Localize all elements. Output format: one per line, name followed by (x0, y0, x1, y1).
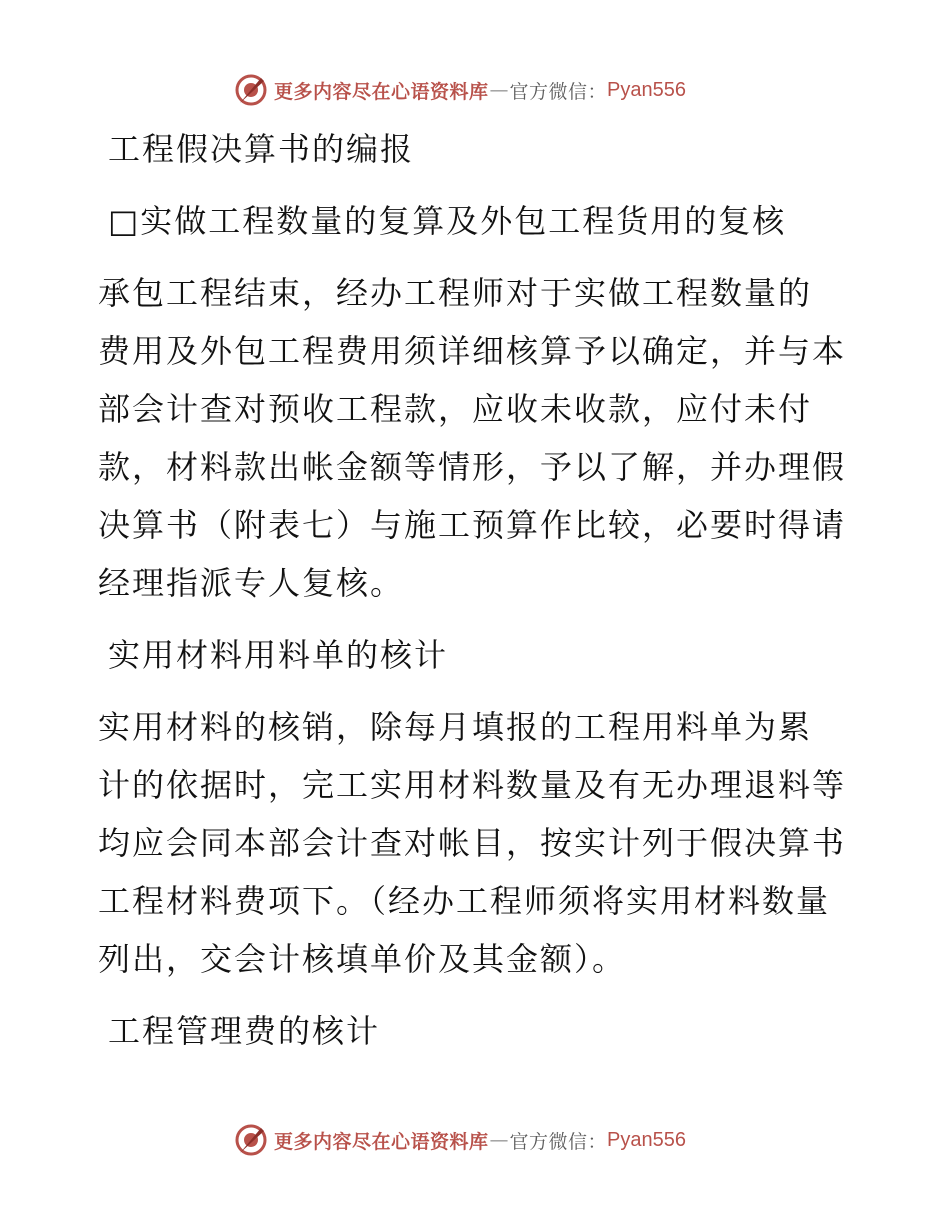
paragraph-line: 均应会同本部会计查对帐目，按实计列于假决算书 (98, 824, 847, 862)
paragraph-line: 实用材料的核销，除每月填报的工程用料单为累 (98, 708, 813, 746)
document-body (98, 120, 858, 1060)
footer-banner (234, 1122, 686, 1158)
paragraph-line: 费用及外包工程费用须详细核算予以确定，并与本 (98, 332, 847, 370)
banner-wechat-label: 官方微信： (509, 80, 608, 103)
paragraph-line: 款，材料款出帐金额等情形，予以了解，并办理假 (98, 448, 847, 486)
quill-logo-icon (234, 73, 268, 107)
paragraph-line: 计的依据时，完工实用材料数量及有无办理退料等 (98, 766, 847, 804)
paragraph-line: 部会计查对预收工程款，应收未收款，应付未付 (98, 390, 813, 428)
header-banner (234, 72, 686, 108)
section-heading-material-usage: 实用材料用料单的核计 (108, 636, 449, 674)
paragraph-line: 决算书（附表七）与施工预算作比较，必要时得请 (98, 506, 847, 544)
banner-dash: — (489, 79, 509, 101)
paragraph-line: 列出，交会计核填单价及其金额）。 (98, 940, 627, 978)
banner-dash: — (489, 1129, 509, 1151)
banner-wechat-id: Pyan556 (607, 1128, 686, 1151)
banner-brand-text: 更多内容尽在心语资料库 (274, 80, 489, 103)
banner-brand-text: 更多内容尽在心语资料库 (274, 1130, 489, 1153)
banner-wechat-id: Pyan556 (607, 78, 686, 101)
quill-logo-icon (234, 1123, 268, 1157)
paragraph-settlement (98, 264, 858, 612)
section-heading-management-fee: 工程管理费的核计 (108, 1012, 381, 1050)
section-heading-settlement: 工程假决算书的编报 (108, 130, 415, 168)
paragraph-line: 经理指派专人复核。 (98, 564, 405, 602)
paragraph-material (98, 698, 858, 988)
banner-wechat-label: 官方微信： (509, 1130, 608, 1153)
section-heading-quantity-review: □实做工程数量的复算及外包工程货用的复核 (108, 202, 787, 240)
paragraph-line: 承包工程结束，经办工程师对于实做工程数量的 (98, 274, 813, 312)
paragraph-line: 工程材料费项下。（经办工程师须将实用材料数量 (98, 882, 831, 920)
